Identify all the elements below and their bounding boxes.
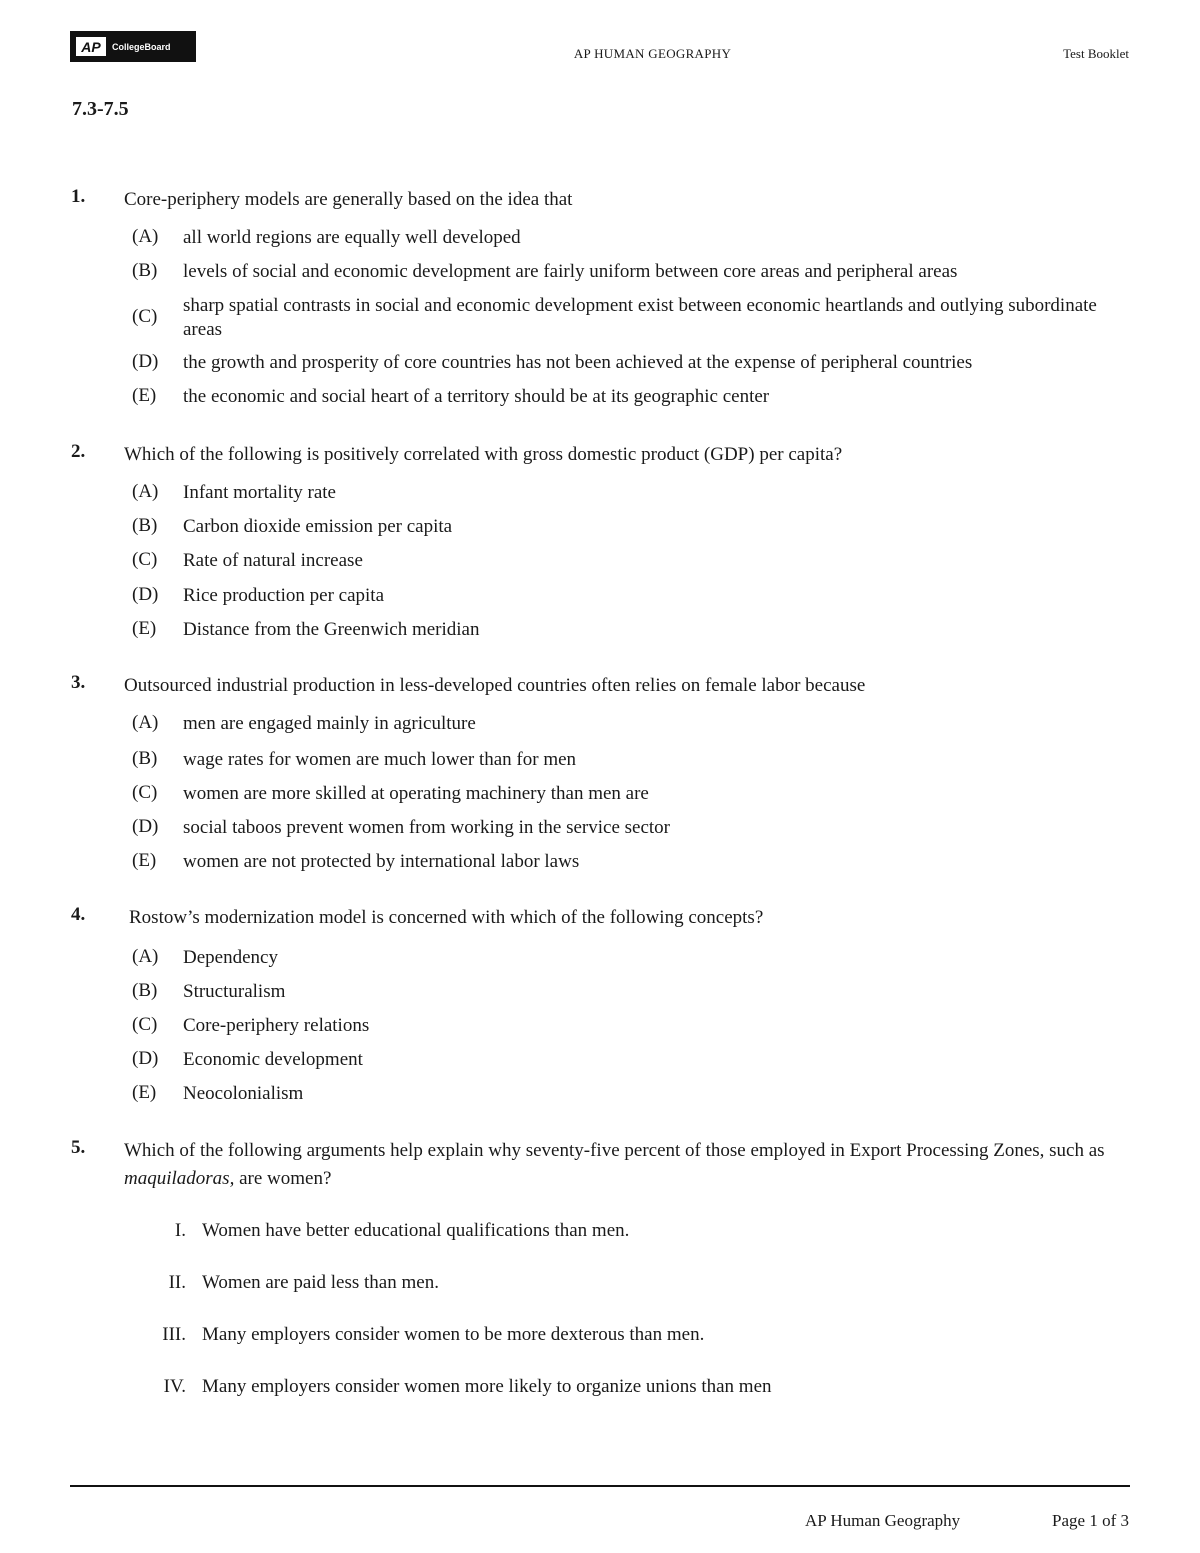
statement-numeral: II. bbox=[168, 1272, 186, 1293]
option-text: women are not protected by international labor laws bbox=[183, 851, 580, 872]
option-text: Distance from the Greenwich meridian bbox=[183, 619, 480, 640]
option-text: sharp spatial contrasts in social and economic development exist between economic heartlands and outlying subordinate areas bbox=[183, 295, 1097, 340]
option-text: Core-periphery relations bbox=[183, 1015, 370, 1036]
option-label: (E) bbox=[132, 1082, 157, 1103]
statement-numeral: III. bbox=[162, 1324, 186, 1345]
statement-text: Women have better educational qualifications than men. bbox=[202, 1220, 630, 1241]
question-number: 1. bbox=[71, 186, 86, 207]
option-text: Structuralism bbox=[183, 981, 286, 1002]
question-text: Rostow’s modernization model is concerned with which of the following concepts? bbox=[129, 907, 764, 928]
option-label: (B) bbox=[132, 980, 158, 1001]
option-label: (D) bbox=[132, 351, 159, 372]
statement-numeral: I. bbox=[174, 1220, 186, 1241]
option-text: levels of social and economic development are fairly uniform between core areas and peripheral areas bbox=[183, 261, 958, 282]
option-text: wage rates for women are much lower than for men bbox=[183, 749, 577, 770]
option-label: (D) bbox=[132, 816, 159, 837]
question-text-start: Which of the following arguments help explain why seventy-five percent of those employed in Export Processing Zones, such as bbox=[124, 1140, 1105, 1161]
option-text: all world regions are equally well developed bbox=[183, 227, 521, 248]
option-label: (C) bbox=[132, 549, 158, 570]
option-label: (E) bbox=[132, 385, 157, 406]
question-text-italic: maquiladoras, bbox=[124, 1168, 235, 1189]
option-text: men are engaged mainly in agriculture bbox=[183, 713, 476, 734]
question-text-end: are women? bbox=[234, 1168, 332, 1189]
option-text: the growth and prosperity of core countries has not been achieved at the expense of peripheral countries bbox=[183, 352, 973, 373]
option-label: (C) bbox=[132, 1014, 158, 1035]
option-label: (C) bbox=[132, 306, 158, 327]
footer-subject: AP Human Geography bbox=[805, 1511, 961, 1530]
option-label: (A) bbox=[132, 226, 159, 247]
question-number: 2. bbox=[71, 441, 86, 462]
question-text: Outsourced industrial production in less-developed countries often relies on female labor because bbox=[124, 675, 866, 696]
option-label: (E) bbox=[132, 850, 157, 871]
question-number: 4. bbox=[71, 904, 86, 925]
header-title: AP HUMAN GEOGRAPHY bbox=[573, 46, 732, 61]
option-text: Carbon dioxide emission per capita bbox=[183, 516, 453, 537]
option-label: (E) bbox=[132, 618, 157, 639]
option-text: social taboos prevent women from working in the service sector bbox=[183, 817, 670, 838]
footer-page-number: Page 1 of 3 bbox=[1052, 1511, 1129, 1530]
question-text: Which of the following is positively correlated with gross domestic product (GDP) per capita? bbox=[124, 444, 843, 465]
ap-logo-mark: AP bbox=[76, 37, 106, 56]
statement-text: Many employers consider women to be more dexterous than men. bbox=[202, 1324, 705, 1345]
question-number: 3. bbox=[71, 672, 86, 693]
option-label: (D) bbox=[132, 584, 159, 605]
option-label: (A) bbox=[132, 481, 159, 502]
option-text: Rate of natural increase bbox=[183, 550, 363, 571]
section-heading: 7.3-7.5 bbox=[72, 98, 129, 120]
option-label: (B) bbox=[132, 260, 158, 281]
option-label: (A) bbox=[132, 712, 159, 733]
option-text: women are more skilled at operating machinery than men are bbox=[183, 783, 649, 804]
option-label: (B) bbox=[132, 748, 158, 769]
footer-divider bbox=[70, 1485, 1130, 1487]
option-text: Infant mortality rate bbox=[183, 482, 336, 503]
question-number: 5. bbox=[71, 1137, 86, 1158]
question-text bbox=[124, 1137, 1124, 1193]
statement-text: Women are paid less than men. bbox=[202, 1272, 439, 1293]
option-label: (C) bbox=[132, 782, 158, 803]
option-text: the economic and social heart of a territory should be at its geographic center bbox=[183, 386, 770, 407]
option-text: Rice production per capita bbox=[183, 585, 385, 606]
statement-text: Many employers consider women more likely to organize unions than men bbox=[202, 1376, 772, 1397]
option-label: (A) bbox=[132, 946, 159, 967]
collegeboard-logo-text: CollegeBoard bbox=[112, 41, 171, 52]
option-label: (D) bbox=[132, 1048, 159, 1069]
option-text: Dependency bbox=[183, 947, 278, 968]
header-booklet-label: Test Booklet bbox=[1063, 46, 1129, 61]
option-text: Neocolonialism bbox=[183, 1083, 304, 1104]
question-text: Core-periphery models are generally based on the idea that bbox=[124, 189, 573, 210]
option-text: Economic development bbox=[183, 1049, 363, 1070]
statement-numeral: IV. bbox=[163, 1376, 186, 1397]
option-label: (B) bbox=[132, 515, 158, 536]
